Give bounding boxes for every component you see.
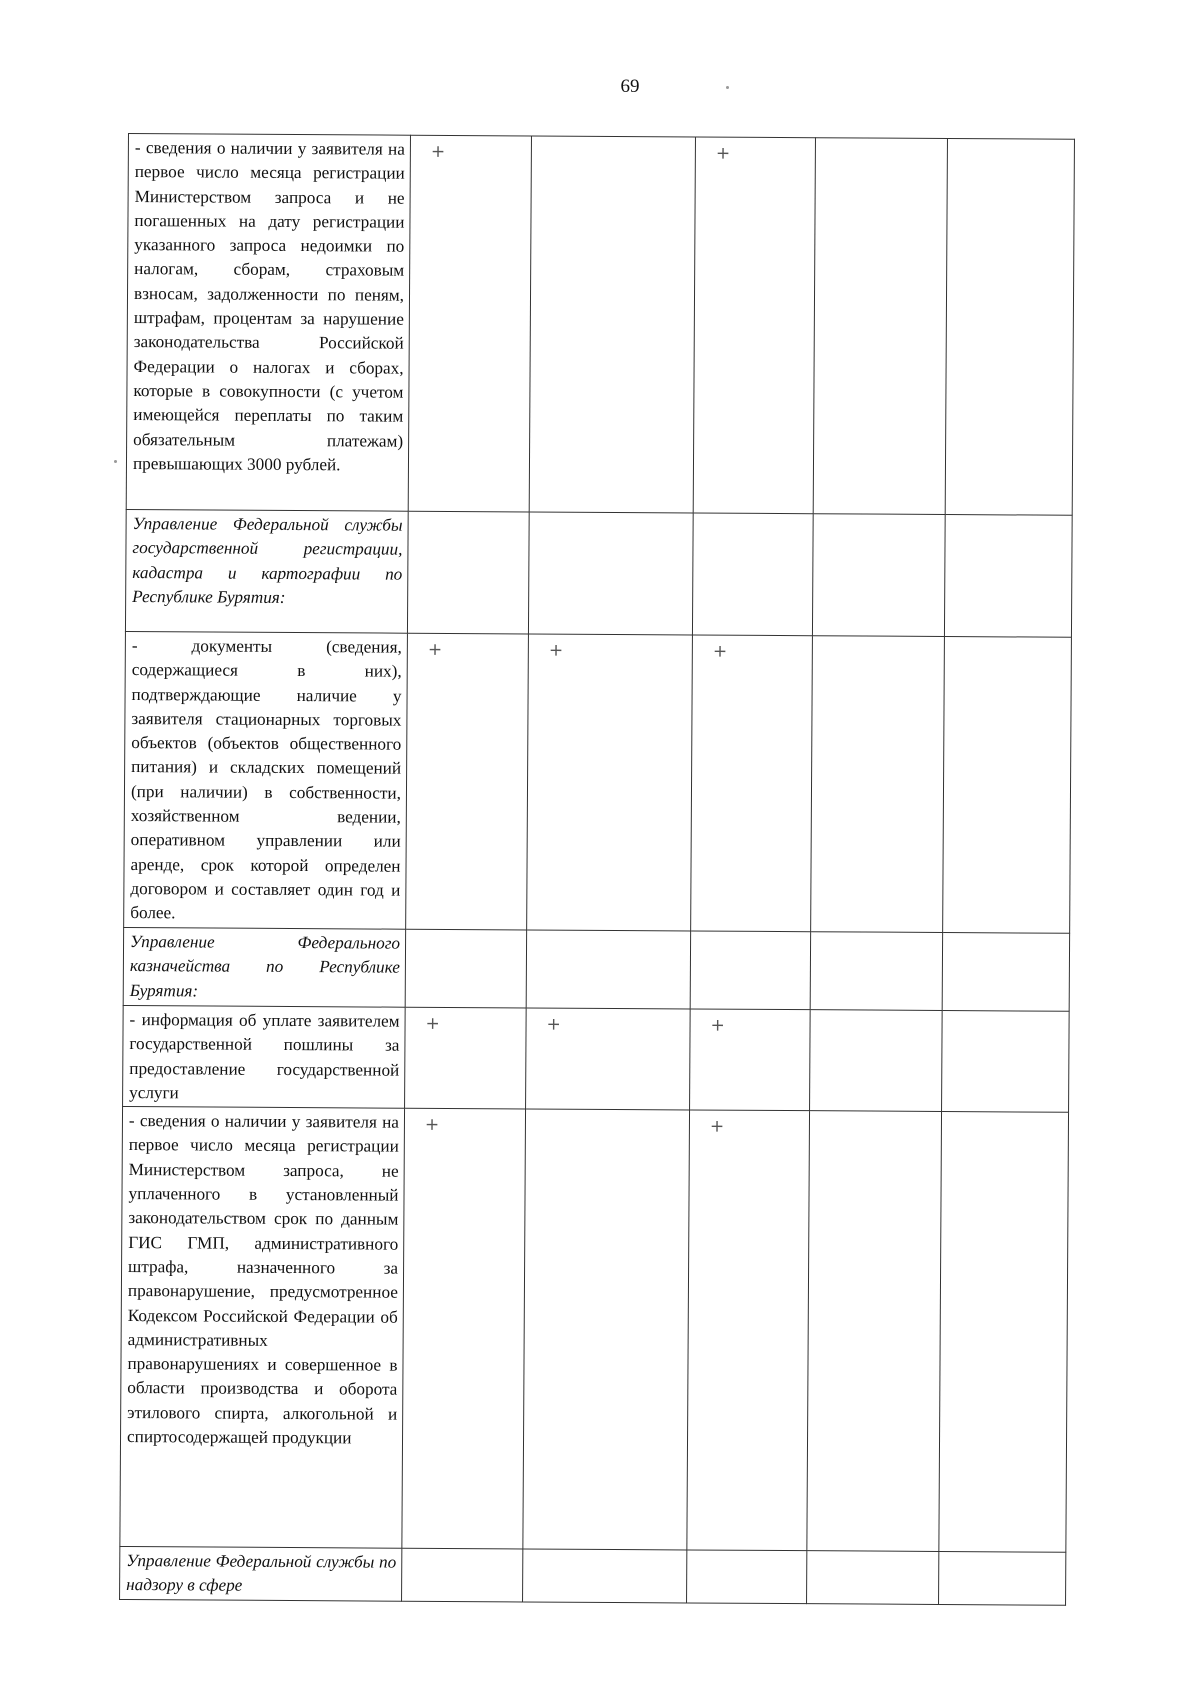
table-cell	[810, 1010, 943, 1112]
table-cell	[811, 636, 945, 933]
table-cell	[527, 634, 693, 931]
table-cell	[813, 138, 947, 515]
plus-mark	[533, 932, 685, 935]
plus-mark: +	[430, 141, 446, 162]
table-cell	[939, 1552, 1066, 1605]
plus-mark	[532, 1112, 684, 1115]
plus-mark: +	[709, 1116, 725, 1137]
plus-mark	[954, 141, 1069, 144]
plus-mark: +	[548, 640, 564, 661]
table-cell	[807, 1551, 939, 1604]
scan-speck	[114, 460, 117, 463]
section-heading: Управление Федерального казначейства по Республике Бурятия:	[123, 927, 405, 1007]
plus-mark	[693, 1553, 801, 1556]
plus-mark	[949, 935, 1064, 938]
table-cell	[942, 1010, 1070, 1112]
table-row	[120, 1547, 1066, 1605]
plus-mark	[816, 1113, 936, 1116]
table-cell	[687, 1110, 810, 1551]
table-cell	[529, 136, 695, 513]
requirements-table	[119, 133, 1075, 1606]
plus-mark	[408, 1551, 517, 1554]
plus-mark	[536, 514, 688, 517]
plus-mark	[948, 1114, 1063, 1117]
table-cell	[408, 135, 531, 512]
table-cell	[402, 1108, 526, 1549]
table-cell	[692, 513, 813, 636]
scan-speck	[726, 86, 729, 89]
page-number: 69	[620, 76, 640, 97]
plus-mark: +	[425, 1013, 440, 1034]
plus-mark	[817, 934, 937, 937]
plus-mark: +	[710, 1015, 725, 1036]
table-cell	[405, 929, 526, 1008]
plus-mark	[538, 139, 690, 142]
table-cell	[945, 139, 1074, 516]
row-description: - информация об уплате заявителем государственной пошлины за предоставление государственной услуги	[123, 1005, 406, 1108]
table-cell	[691, 635, 813, 932]
plus-mark	[949, 1013, 1064, 1016]
table-cell	[407, 511, 529, 634]
table-row	[124, 631, 1072, 933]
plus-mark	[412, 932, 521, 935]
table-cell	[687, 1550, 807, 1603]
table-cell	[942, 932, 1069, 1011]
plus-mark: +	[712, 641, 728, 662]
plus-mark	[945, 1554, 1060, 1557]
table-cell	[526, 1008, 691, 1110]
plus-mark	[813, 1553, 933, 1556]
table-cell	[944, 514, 1072, 637]
table-cell	[523, 1109, 690, 1550]
table-cell	[810, 932, 942, 1011]
table-row	[126, 134, 1074, 516]
table-row	[123, 927, 1069, 1011]
table-cell	[943, 636, 1072, 933]
plus-mark	[951, 639, 1066, 642]
section-heading: Управление Федеральной службы по надзору в сфере	[120, 1547, 402, 1601]
table-cell	[526, 930, 690, 1009]
table-cell	[939, 1112, 1069, 1553]
table-cell	[812, 514, 945, 637]
table-cell	[523, 1549, 687, 1603]
plus-mark	[697, 933, 805, 936]
table-cell	[807, 1111, 942, 1552]
table-cell	[693, 137, 815, 514]
plus-mark	[822, 140, 942, 143]
plus-mark: +	[424, 1115, 440, 1136]
plus-mark	[700, 515, 808, 518]
row-description: - сведения о наличии у заявителя на первое число месяца регистрации Министерством запроса и не погашенных на дату регистрации указанного запроса недоимки по налогам, сборам, страховым взносам, задолженности по пеням, штрафам, процентам за нарушение законодательства Российской Федерации о налогах и сборах, которые в совокупности (с учетом имеющейся переплаты по таким обязательным платежам) превышающих 3000 рублей.	[126, 134, 410, 512]
table-cell	[528, 512, 693, 635]
table-cell	[406, 633, 529, 930]
plus-mark	[415, 514, 524, 517]
table-row	[120, 1107, 1069, 1553]
table-cell	[402, 1548, 523, 1601]
table-row	[125, 509, 1072, 637]
table-cell	[690, 931, 810, 1010]
plus-mark	[820, 516, 940, 519]
plus-mark: +	[715, 143, 731, 164]
plus-mark: +	[546, 1014, 561, 1035]
plus-mark: +	[427, 639, 443, 660]
row-description: - документы (сведения, содержащиеся в них), подтверждающие наличие у заявителя стационарных торговых объектов (объектов общественного питания) и складских помещений (при наличии) в собственности, хозяйственном ведении, оперативном управлении или аренде, срок которой определен договором и составляет один год и более.	[124, 631, 408, 929]
section-heading: Управление Федеральной службы государственной регистрации, кадастра и картографии по Республике Бурятия:	[125, 509, 408, 633]
table-row	[123, 1005, 1070, 1112]
plus-mark	[529, 1552, 681, 1555]
table-cell	[690, 1009, 811, 1111]
plus-mark	[817, 1012, 937, 1015]
row-description: - сведения о наличии у заявителя на первое число месяца регистрации Министерством запроса, не уплаченного в установленный законодательством срок по данным ГИС ГМП, административного штрафа, назначенного за правонарушение, предусмотренное Кодексом Российской Федерации об административных правонарушениях и совершенное в области производства и оборота этилового спирта, алкогольной и спиртосодержащей продукции	[120, 1107, 405, 1549]
plus-mark	[819, 638, 939, 641]
table-cell	[405, 1007, 527, 1109]
plus-mark	[952, 517, 1067, 520]
